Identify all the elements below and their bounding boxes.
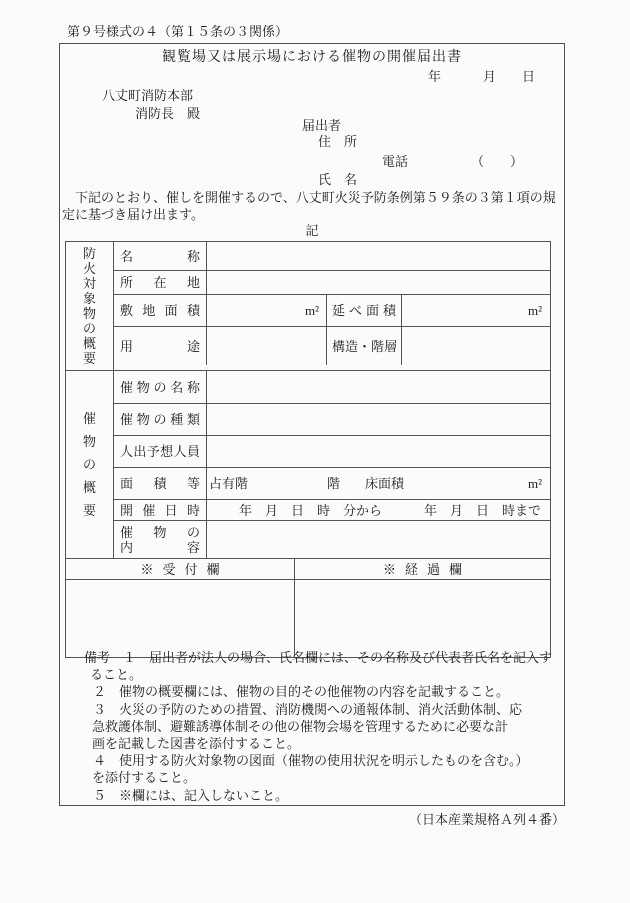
field-event-type bbox=[206, 404, 550, 435]
notifier-address-label: 住 所 bbox=[318, 134, 358, 149]
occupied-floor-label: 占有階 bbox=[209, 476, 249, 491]
jis-paper-note: （日本産業規格Ａ列４番） bbox=[408, 812, 565, 827]
date-year-label: 年 bbox=[428, 69, 442, 84]
floor-area-unit: m² bbox=[527, 476, 542, 491]
field-use bbox=[206, 327, 326, 365]
receipt-column-header: ※受付欄 bbox=[140, 561, 229, 577]
date-day-label: 日 bbox=[522, 69, 536, 84]
field-structure bbox=[401, 327, 550, 365]
site-area-unit: m² bbox=[304, 303, 319, 318]
section-receipt bbox=[66, 558, 550, 657]
row-datetime bbox=[114, 499, 550, 520]
progress-column-header: ※経過欄 bbox=[294, 559, 550, 579]
row-event-content bbox=[114, 520, 550, 558]
label-total-area: 延 べ 面 積 bbox=[326, 295, 401, 326]
date-line bbox=[428, 69, 535, 84]
label-structure: 構 造 ・ 階 層 bbox=[326, 327, 401, 365]
field-event-content bbox=[206, 521, 550, 558]
field-total-area bbox=[401, 295, 550, 326]
addressee-title: 消防長 殿 bbox=[135, 106, 201, 121]
section-property bbox=[66, 242, 550, 370]
datetime-to: 年 月 日 時まで bbox=[424, 502, 542, 518]
field-area bbox=[206, 468, 550, 499]
note-line: を添付すること。 bbox=[92, 770, 197, 786]
label-name: 名 称 bbox=[120, 248, 200, 264]
section-event-header: 催 物 の 概 要 bbox=[66, 371, 114, 558]
field-event-name bbox=[206, 371, 550, 403]
note-line: 急救護体制、避難誘導体制その他の催物会場を管理するために必要な計 bbox=[92, 718, 509, 734]
row-event-type bbox=[114, 403, 550, 435]
label-area: 面 積 等 bbox=[120, 476, 200, 491]
progress-box bbox=[294, 580, 550, 657]
label-expected-visitors: 人 出 予 想 人 員 bbox=[120, 444, 200, 459]
main-table bbox=[65, 241, 551, 658]
datetime-from: 年 月 日 時 分から bbox=[239, 502, 383, 518]
note-line: ること。 bbox=[90, 667, 143, 683]
row-event-name bbox=[114, 371, 550, 403]
note-line: ５ ※欄には、記入しないこと。 bbox=[93, 787, 289, 803]
label-datetime: 開 催 日 時 bbox=[120, 502, 200, 518]
note-line: ４ 使用する防火対象物の図面（催物の使用状況を明示したものを含む。） bbox=[93, 753, 529, 769]
row-area bbox=[114, 467, 550, 499]
label-event-name: 催 物 の 名 称 bbox=[120, 379, 200, 395]
notes-block bbox=[0, 649, 630, 804]
receipt-body-row bbox=[66, 579, 550, 657]
record-mark: 記 bbox=[305, 223, 319, 238]
label-event-content: 催 物 の 内 容 bbox=[120, 524, 200, 555]
total-area-unit: m² bbox=[527, 303, 542, 318]
note-line: ３ 火災の予防のための措置、消防機関への通報体制、消火活動体制、応 bbox=[93, 701, 523, 717]
notifier-tel-parens: （ ） bbox=[471, 154, 524, 169]
body-text-line1: 下記のとおり、催しを開催するので、八丈町火災予防条例第５９条の３第１項の規 bbox=[62, 190, 556, 205]
form-title: 観覧場又は展示場における催物の開催届出書 bbox=[162, 50, 462, 65]
label-address: 所 在 地 bbox=[120, 275, 200, 290]
row-address bbox=[114, 270, 550, 294]
field-datetime bbox=[206, 500, 550, 520]
body-text-line2: 定に基づき届け出ます。 bbox=[62, 207, 204, 222]
notifier-tel-label: 電話 bbox=[382, 154, 409, 169]
section-event bbox=[66, 370, 550, 558]
row-expected-visitors bbox=[114, 435, 550, 467]
field-expected-visitors bbox=[206, 436, 550, 467]
notifier-label: 届出者 bbox=[302, 118, 342, 133]
label-use: 用 途 bbox=[120, 338, 200, 354]
field-name bbox=[206, 242, 550, 270]
addressee-org: 八丈町消防本部 bbox=[102, 88, 194, 103]
row-name bbox=[114, 242, 550, 270]
notifier-name-label: 氏 名 bbox=[318, 172, 358, 187]
section-property-header: 防 火 対 象 物 の 概 要 bbox=[66, 242, 114, 370]
receipt-header-row bbox=[66, 559, 550, 579]
label-event-type: 催 物 の 種 類 bbox=[120, 412, 200, 427]
note-line: 画を記載した図書を添付すること。 bbox=[92, 735, 301, 751]
row-site-area bbox=[114, 294, 550, 326]
field-address bbox=[206, 271, 550, 294]
floor-label: 階 bbox=[327, 476, 341, 491]
date-month-label: 月 bbox=[483, 69, 497, 84]
floor-area-label: 床面積 bbox=[365, 476, 405, 491]
note-line: ２ 催物の概要欄には、催物の目的その他催物の内容を記載すること。 bbox=[93, 684, 510, 700]
row-use bbox=[114, 326, 550, 365]
form-code: 第９号様式の４（第１５条の３関係） bbox=[67, 24, 289, 39]
note-line: 備考 １ 届出者が法人の場合、氏名欄には、その名称及び代表者氏名を記入す bbox=[84, 650, 553, 665]
field-site-area bbox=[206, 295, 326, 326]
receipt-box bbox=[66, 580, 294, 657]
label-site-area: 敷 地 面 積 bbox=[120, 303, 200, 318]
